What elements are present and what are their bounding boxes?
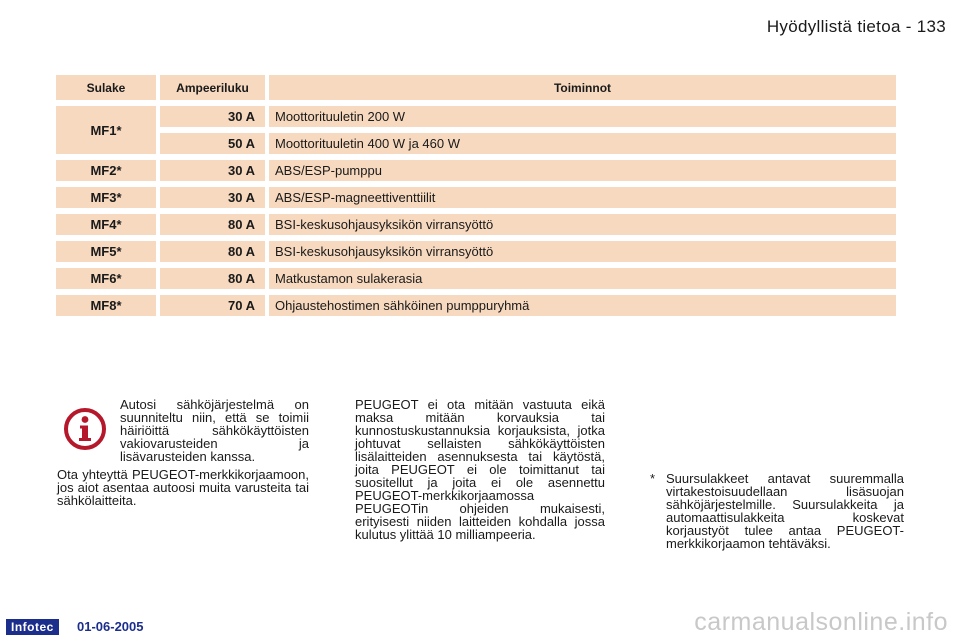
footnote-asterisk: *: [650, 471, 656, 486]
column-header-amperage: Ampeeriluku: [160, 75, 265, 100]
column-header-fuse: Sulake: [56, 75, 156, 100]
table-header-row: [56, 75, 896, 100]
info-contact-text: Ota yhteyttä PEUGEOT-merkkikorjaamoon, jos aiot asentaa autoosi muita varusteita tai sähkölaitteita.: [57, 467, 309, 508]
fuse-cell: MF6*: [56, 268, 156, 289]
function-cell: Moottorituuletin 400 W ja 460 W: [269, 133, 896, 154]
function-cell: Matkustamon sulakerasia: [269, 268, 896, 289]
infotec-logo: Infotec: [6, 619, 59, 635]
function-cell: Ohjaustehostimen sähköinen pumppuryhmä: [269, 295, 896, 316]
amperage-cell: 30 A: [160, 160, 265, 181]
footer-date: 01-06-2005: [77, 619, 144, 634]
amperage-cell: 80 A: [160, 214, 265, 235]
table-row: [56, 106, 896, 127]
liability-text: PEUGEOT ei ota mitään vastuuta eikä maksa mitään korvauksia tai kunnostuskustannuksia korjauksista, jotka johtuvat sellaisten sähkökäyttöisten lisälaitteiden asennuksesta tai käytöstä, joita PEUGEOT ei ole toimittanut tai suositellut ja joita ei ole asennettu PEUGEOT-merkkikorjaamossa PEUGEOTin ohjeiden mukaisesti, erityisesti niiden laitteiden kohdalla jossa kulutus ylittää 10 milliampeeria.: [355, 397, 605, 542]
table-row: [56, 187, 896, 208]
amperage-cell: 80 A: [160, 268, 265, 289]
function-cell: ABS/ESP-magneettiventtiilit: [269, 187, 896, 208]
table-row: [56, 160, 896, 181]
function-cell: BSI-keskusohjausyksikön virransyöttö: [269, 214, 896, 235]
function-cell: ABS/ESP-pumppu: [269, 160, 896, 181]
fuse-cell: MF8*: [56, 295, 156, 316]
fuse-table: [52, 69, 900, 322]
amperage-cell: 50 A: [160, 133, 265, 154]
fuse-cell: MF1*: [56, 106, 156, 154]
fuse-cell: MF3*: [56, 187, 156, 208]
footnote: [650, 472, 904, 550]
column-header-functions: Toiminnot: [269, 75, 896, 100]
watermark: carmanualsonline.info: [694, 608, 948, 636]
info-note: [57, 398, 309, 507]
fuse-cell: MF4*: [56, 214, 156, 235]
table-row: [56, 268, 896, 289]
fuse-cell: MF2*: [56, 160, 156, 181]
function-cell: Moottorituuletin 200 W: [269, 106, 896, 127]
table-row: [56, 133, 896, 154]
table-row: [56, 295, 896, 316]
info-icon: [63, 407, 107, 451]
footnote-text: Suursulakkeet antavat suuremmalla virtakestoisuudellaan lisäsuojan sähköjärjestelmille. Suursulakkeita ja automaattisulakkeita koskevat korjaustyöt tulee antaa PEUGEOT-merkkikorjaamon tehtäväksi.: [666, 471, 904, 551]
info-text: Autosi sähköjärjestelmä on suunniteltu niin, että se toimii häiriöittä sähkökäyttöisten vakiovarusteiden ja lisävarusteiden kanssa.: [120, 397, 309, 464]
fuse-cell: MF5*: [56, 241, 156, 262]
amperage-cell: 80 A: [160, 241, 265, 262]
amperage-cell: 30 A: [160, 187, 265, 208]
function-cell: BSI-keskusohjausyksikön virransyöttö: [269, 241, 896, 262]
amperage-cell: 70 A: [160, 295, 265, 316]
table-row: [56, 214, 896, 235]
table-row: [56, 241, 896, 262]
amperage-cell: 30 A: [160, 106, 265, 127]
page-title: Hyödyllistä tietoa - 133: [766, 17, 946, 36]
